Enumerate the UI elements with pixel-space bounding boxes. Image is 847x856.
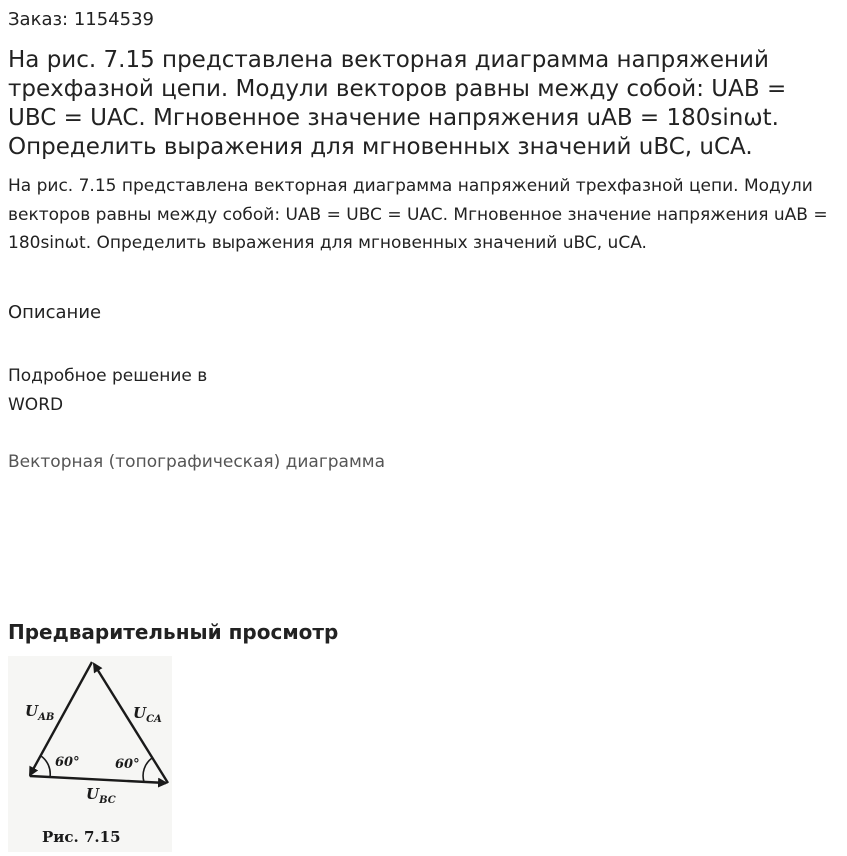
preview-image [8,656,172,852]
angle-label-right: 60° [115,757,140,772]
preview-heading: Предварительный просмотр [8,620,339,644]
angle-arc-left [41,756,50,777]
diagram-caption: Векторная (топографическая) диаграмма [8,452,386,472]
angle-label-left: 60° [55,755,80,770]
solution-line-1: Подробное решение в [8,366,208,386]
page-title: На рис. 7.15 представлена векторная диаграмма напряжений трехфазной цепи. Модули векторов равны между собой: UAB = UBC = UAC. Мгновенное значение напряжения uAB = 180sinωt. Определить выражения для мгновенных значений uBC, uCA. [8,47,787,160]
vector-diagram [8,656,172,852]
description-section-label: Описание [8,302,102,323]
angle-arc-right [143,758,152,782]
label-uca: $U_{CA}$ [133,704,162,725]
label-uab: $U_{AB}$ [25,702,55,723]
solution-note [8,362,268,419]
order-number: Заказ: 1154539 [8,9,154,30]
task-description: На рис. 7.15 представлена векторная диаграмма напряжений трехфазной цепи. Модули векторов равны между собой: UAB = UBC = UAC. Мгновенное значение напряжения uAB = 180sinωt. Определить выражения для мгновенных значений uBC, uCA. [8,176,828,253]
solution-line-2: WORD [8,394,64,415]
figure-caption: Рис. 7.15 [42,828,121,846]
label-ubc: $U_{BC}$ [86,785,116,806]
